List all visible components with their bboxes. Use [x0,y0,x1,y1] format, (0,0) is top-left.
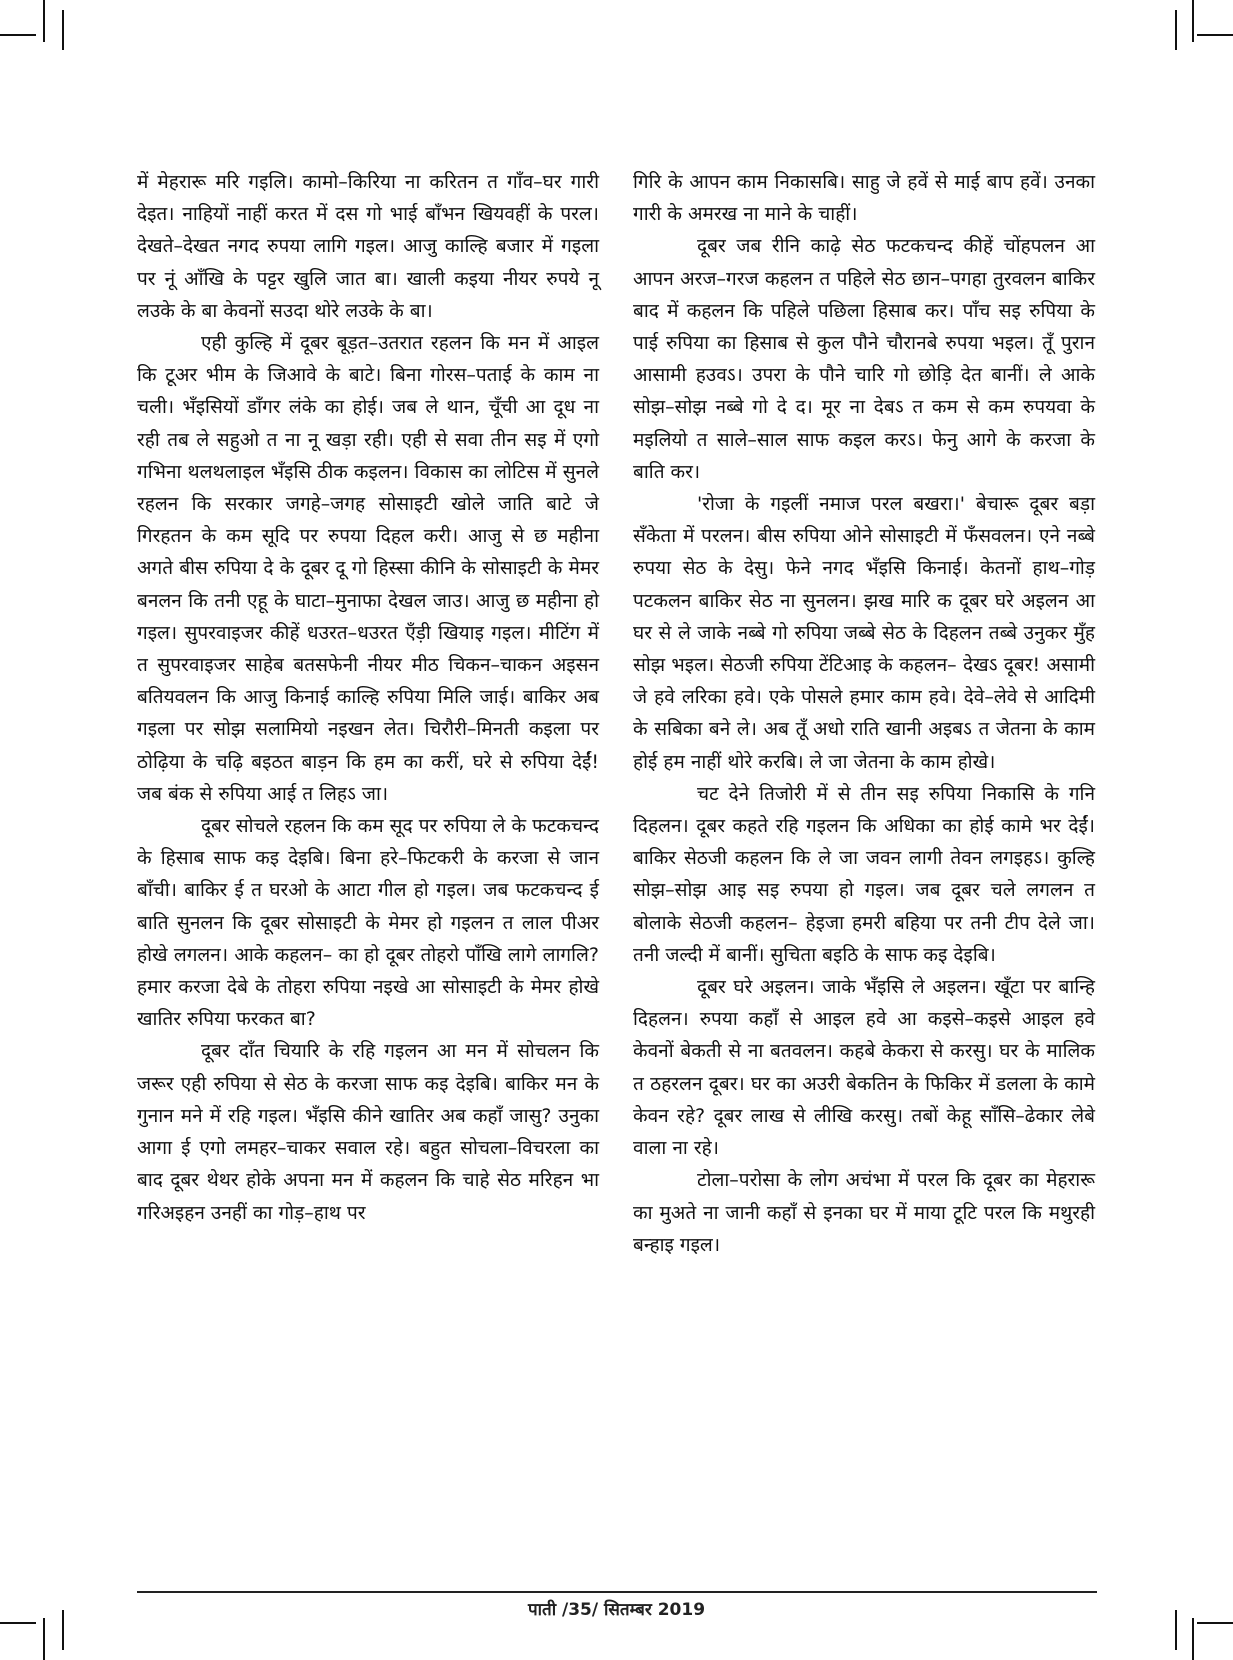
crop-mark [1197,1622,1233,1624]
crop-mark [62,10,64,50]
crop-mark [1192,1618,1194,1660]
crop-mark [0,1622,36,1624]
paragraph: दूबर जब रीनि काढ़े सेठ फटकचन्द कीहें चोंहपलन आ आपन अरज–गरज कहलन त पहिले सेठ छान–पगहा तुरवलन बाकिर बाद में कहलन कि पहिले पछिला हिसाब कर। पाँच सइ रुपिया के पाई रुपिया का हिसाब से कुल पौने चौरानबे रुपया भइल। तूँ पुरान आसामी हउवऽ। उपरा के पौने चारि गो छोड़ि देत बानीं। ले आके सोझ–सोझ नब्बे गो दे द। मूर ना देबऽ त कम से कम रुपयवा के मइलियो त साले–साल साफ कइल करऽ। फेनु आगे के करजा के बाति कर। [633,235,1095,483]
crop-mark [43,0,45,42]
paragraph: एही कुल्हि में दूबर बूड़त–उतरात रहलन कि मन में आइल कि टूअर भीम के जिआवे के बाटे। बिना गोरस–पताई के काम ना चली। भँइसियों डाँगर लंके का होई। जब ले थान, चूँची आ दूध ना रही तब ले सहुओ त ना नू खड़ा रही। एही से सवा तीन सइ में एगो गभिना थलथलाइल भँइसि ठीक कइलन। विकास का लोटिस में सुनले रहलन कि सरकार जगहे–जगह सोसाइटी खोले जाति बाटे जे गिरहतन के कम सूदि पर रुपया दिहल करी। आजु से छ महीना अगते बीस रुपिया दे के दूबर दू गो हिस्सा कीनि के सोसाइटी के मेमर बनलन कि तनी एहू के घाटा–मुनाफा देखल जाउ। आजु छ महीना हो गइल। सुपरवाइजर कीहें धउरत–धउरत एँड़ी खियाइ गइल। मीटिंग में त सुपरवाइजर साहेब बतसफेनी नीयर मीठ चिकन–चाकन अइसन बतियवलन कि आजु किनाई काल्हि रुपिया मिलि जाई। बाकिर अब गइला पर सोझ सलामियो नइखन लेत। चिरौरी–मिनती कइला पर ठोढ़िया के चढ़ि बइठत बाड़न कि हम का करीं, घरे से रुपिया देईं! जब बंक से रुपिया आई त लिहऽ जा। [137,332,599,805]
paragraph: 'रोजा के गइलीं नमाज परल बखरा।' बेचारू दूबर बड़ा सँकेता में परलन। बीस रुपिया ओने सोसाइटी में फँसवलन। एने नब्बे रुपया सेठ के देसु। फेने नगद भँइसि किनाई। केतनों हाथ–गोड़ पटकलन बाकिर सेठ ना सुनलन। झख मारि क दूबर घरे अइलन आ घर से ले जाके नब्बे गो रुपिया जब्बे सेठ के दिहलन तब्बे उनुकर मुँह सोझ भइल। सेठजी रुपिया टेंटिआइ के कहलन– देखऽ दूबर! असामी जे हवे लरिका हवे। एके पोसले हमार काम हवे। देवे–लेवे से आदिमी के सबिका बने ले। अब तूँ अधो राति खानी अइबऽ त जेतना के काम होई हम नाहीं थोरे करबि। ले जा जेतना के काम होखे। [633,493,1095,773]
paragraph: चट देने तिजोरी में से तीन सइ रुपिया निकासि के गनि दिहलन। दूबर कहते रहि गइलन कि अधिका का होई कामे भर देईं। बाकिर सेठजी कहलन कि ले जा जवन लागी तेवन लगइहऽ। कुल्हि सोझ–सोझ आइ सइ रुपया हो गइल। जब दूबर चले लगलन त बोलाके सेठजी कहलन– हेइजा हमरी बहिया पर तनी टीप देले जा। तनी जल्दी में बानीं। सुचिता बइठि के साफ कइ देइबि। [633,782,1095,966]
paragraph: गिरि के आपन काम निकासबि। साहु जे हवें से माई बाप हवें। उनका गारी के अमरख ना माने के चाहीं। [633,171,1095,226]
paragraph: टोला–परोसा के लोग अचंभा में परल कि दूबर का मेहरारू का मुअते ना जानी कहाँ से इनका घर में माया टूटि परल कि मथुरही बन्हाइ गइल। [633,1169,1095,1256]
paragraph: दूबर दाँत चियारि के रहि गइलन आ मन में सोचलन कि जरूर एही रुपिया से सेठ के करजा साफ कइ देइबि। बाकिर मन के गुनान मने में रहि गइल। भँइसि कीने खातिर अब कहाँ जासु? उनुका आगा ई एगो लमहर–चाकर सवाल रहे। बहुत सोचला–विचरला का बाद दूबर थेथर होके अपना मन में कहलन कि चाहे सेठ मरिहन भा गरिअइहन उनहीं का गोड़–हाथ पर [137,1040,599,1224]
page-footer: पाती /35/ सितम्बर 2019 [527,1600,706,1620]
paragraph: दूबर घरे अइलन। जाके भँइसि ले अइलन। खूँटा पर बान्हि दिहलन। रुपया कहाँ से आइल हवे आ कइसे–कइसे आइल हवे केवनों बेकती से ना बतवलन। कहबे केकरा से करसु। घर के मालिक त ठहरलन दूबर। घर का अउरी बेकतिन के फिकिर में डलला के कामे केवन रहे? दूबर लाख से लीखि करसु। तबों केहू साँसि–ढेकार लेबे वाला ना रहे। [633,976,1095,1160]
crop-mark [1175,10,1177,50]
footer-rule [137,1591,1097,1593]
left-column [137,166,599,1229]
crop-mark [43,1618,45,1660]
crop-mark [1197,34,1233,36]
paragraph: दूबर सोचले रहलन कि कम सूद पर रुपिया ले के फटकचन्द के हिसाब साफ कइ देइबि। बिना हरे–फिटकरी के करजा से जान बाँची। बाकिर ई त घरओ के आटा गील हो गइल। जब फटकचन्द ई बाति सुनलन कि दूबर सोसाइटी के मेमर हो गइलन त लाल पीअर होखे लगलन। आके कहलन– का हो दूबर तोहरो पाँखि लागे लागलि? हमार करजा देबे के तोहरा रुपिया नइखे आ सोसाइटी के मेमर होखे खातिर रुपिया फरकत बा? [137,815,599,1031]
right-column [633,166,1095,1261]
crop-mark [1192,0,1194,42]
crop-mark [0,34,36,36]
paragraph: में मेहरारू मरि गइलि। कामो–किरिया ना करितन त गाँव–घर गारी देइत। नाहियों नाहीं करत में दस गो भाई बाँभन खियवहीं के परल। देखते–देखत नगद रुपया लागि गइल। आजु काल्हि बजार में गइला पर नूं आँखि के पट्टर खुलि जात बा। खाली कइया नीयर रुपये नू लउके के बा केवनों सउदा थोरे लउके के बा। [137,171,599,322]
